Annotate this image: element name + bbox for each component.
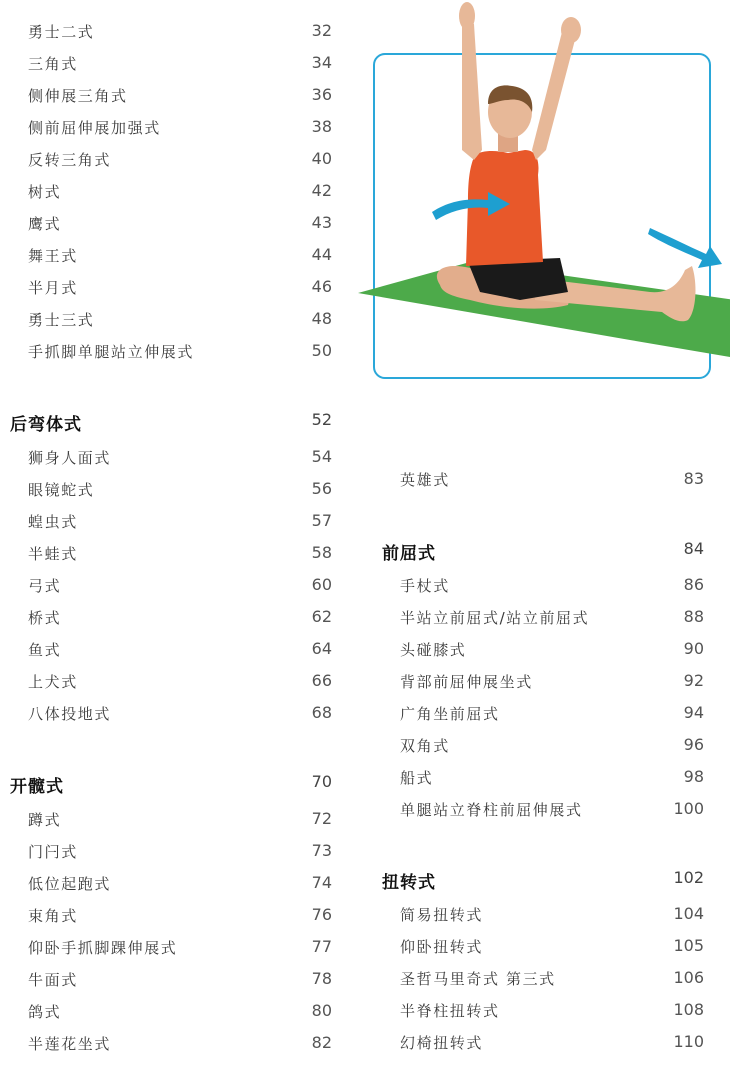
entry-title: 鱼式 [28,641,62,659]
entry-title: 侧前屈伸展加强式 [28,119,161,137]
entry-title: 鸽式 [28,1003,62,1021]
page-number: 48 [311,309,332,328]
left-hand [459,2,475,30]
entry-title: 幻椅扭转式 [400,1034,484,1052]
entry-title: 双角式 [400,737,450,755]
entry-title: 眼镜蛇式 [28,481,95,499]
entry-title: 简易扭转式 [400,906,484,924]
page-number: 64 [311,639,332,658]
entry-title: 半站立前屈式/站立前屈式 [400,609,590,627]
page-number: 68 [311,703,332,722]
entry-title: 勇士二式 [28,23,95,41]
page-number: 72 [311,809,332,828]
entry-title: 英雄式 [400,471,450,489]
entry-title: 门闩式 [28,843,78,861]
page-number: 44 [311,245,332,264]
page-number: 84 [683,539,704,558]
entry-title: 手抓脚单腿站立伸展式 [28,343,195,361]
entry-title: 八体投地式 [28,705,112,723]
entry-title: 三角式 [28,55,78,73]
page-number: 105 [673,936,704,955]
page-number: 42 [311,181,332,200]
entry-title: 半脊柱扭转式 [400,1002,500,1020]
page-number: 98 [683,767,704,786]
page-number: 102 [673,868,704,887]
page-number: 57 [311,511,332,530]
entry-title: 仰卧手抓脚踝伸展式 [28,939,178,957]
page-number: 94 [683,703,704,722]
entry-title: 圣哲马里奇式 第三式 [400,970,556,988]
entry-title: 手杖式 [400,577,450,595]
entry-title: 牛面式 [28,971,78,989]
entry-title: 头碰膝式 [400,641,467,659]
entry-title: 反转三角式 [28,151,112,169]
page-number: 36 [311,85,332,104]
page-number: 82 [311,1033,332,1052]
entry-title: 广角坐前屈式 [400,705,500,723]
entry-title: 背部前屈伸展坐式 [400,673,533,691]
entry-title: 上犬式 [28,673,78,691]
page-number: 83 [683,469,704,488]
shirt [466,150,543,266]
section-title: 后弯体式 [10,415,82,435]
entry-title: 鹰式 [28,215,62,233]
entry-title: 半月式 [28,279,78,297]
page-number: 110 [673,1032,704,1051]
page-number: 80 [311,1001,332,1020]
page-number: 96 [683,735,704,754]
twist-arrow-right [648,228,722,268]
entry-title: 侧伸展三角式 [28,87,128,105]
entry-title: 单腿站立脊柱前屈伸展式 [400,801,583,819]
entry-title: 弓式 [28,577,62,595]
entry-title: 半莲花坐式 [28,1035,112,1053]
entry-title: 舞王式 [28,247,78,265]
page-number: 78 [311,969,332,988]
section-title: 开髋式 [10,777,64,797]
right-arm [532,32,576,160]
page-number: 77 [311,937,332,956]
page-number: 32 [311,21,332,40]
page-number: 38 [311,117,332,136]
page-number: 86 [683,575,704,594]
page-number: 40 [311,149,332,168]
page-number: 46 [311,277,332,296]
page-number: 66 [311,671,332,690]
yoga-seated-twist-illustration [350,0,730,390]
page-number: 92 [683,671,704,690]
page-number: 70 [311,772,332,791]
page-number: 52 [311,410,332,429]
page-number: 73 [311,841,332,860]
entry-title: 树式 [28,183,62,201]
page-number: 54 [311,447,332,466]
page-number: 74 [311,873,332,892]
section-title: 扭转式 [382,873,436,893]
entry-title: 低位起跑式 [28,875,112,893]
page-number: 43 [311,213,332,232]
page-number: 90 [683,639,704,658]
left-arm [462,22,482,160]
page-number: 58 [311,543,332,562]
entry-title: 仰卧扭转式 [400,938,484,956]
page-number: 88 [683,607,704,626]
entry-title: 船式 [400,769,434,787]
entry-title: 桥式 [28,609,62,627]
entry-title: 勇士三式 [28,311,95,329]
page-number: 50 [311,341,332,360]
page-number: 76 [311,905,332,924]
entry-title: 狮身人面式 [28,449,112,467]
page-number: 100 [673,799,704,818]
page-number: 62 [311,607,332,626]
page-number: 34 [311,53,332,72]
page-number: 106 [673,968,704,987]
page-number: 60 [311,575,332,594]
section-title: 前屈式 [382,544,436,564]
entry-title: 蝗虫式 [28,513,78,531]
toc-left-column [0,0,340,1067]
entry-title: 束角式 [28,907,78,925]
page-number: 56 [311,479,332,498]
entry-title: 半蛙式 [28,545,78,563]
page-number: 108 [673,1000,704,1019]
entry-title: 蹲式 [28,811,62,829]
right-hand [561,17,581,43]
page-number: 104 [673,904,704,923]
